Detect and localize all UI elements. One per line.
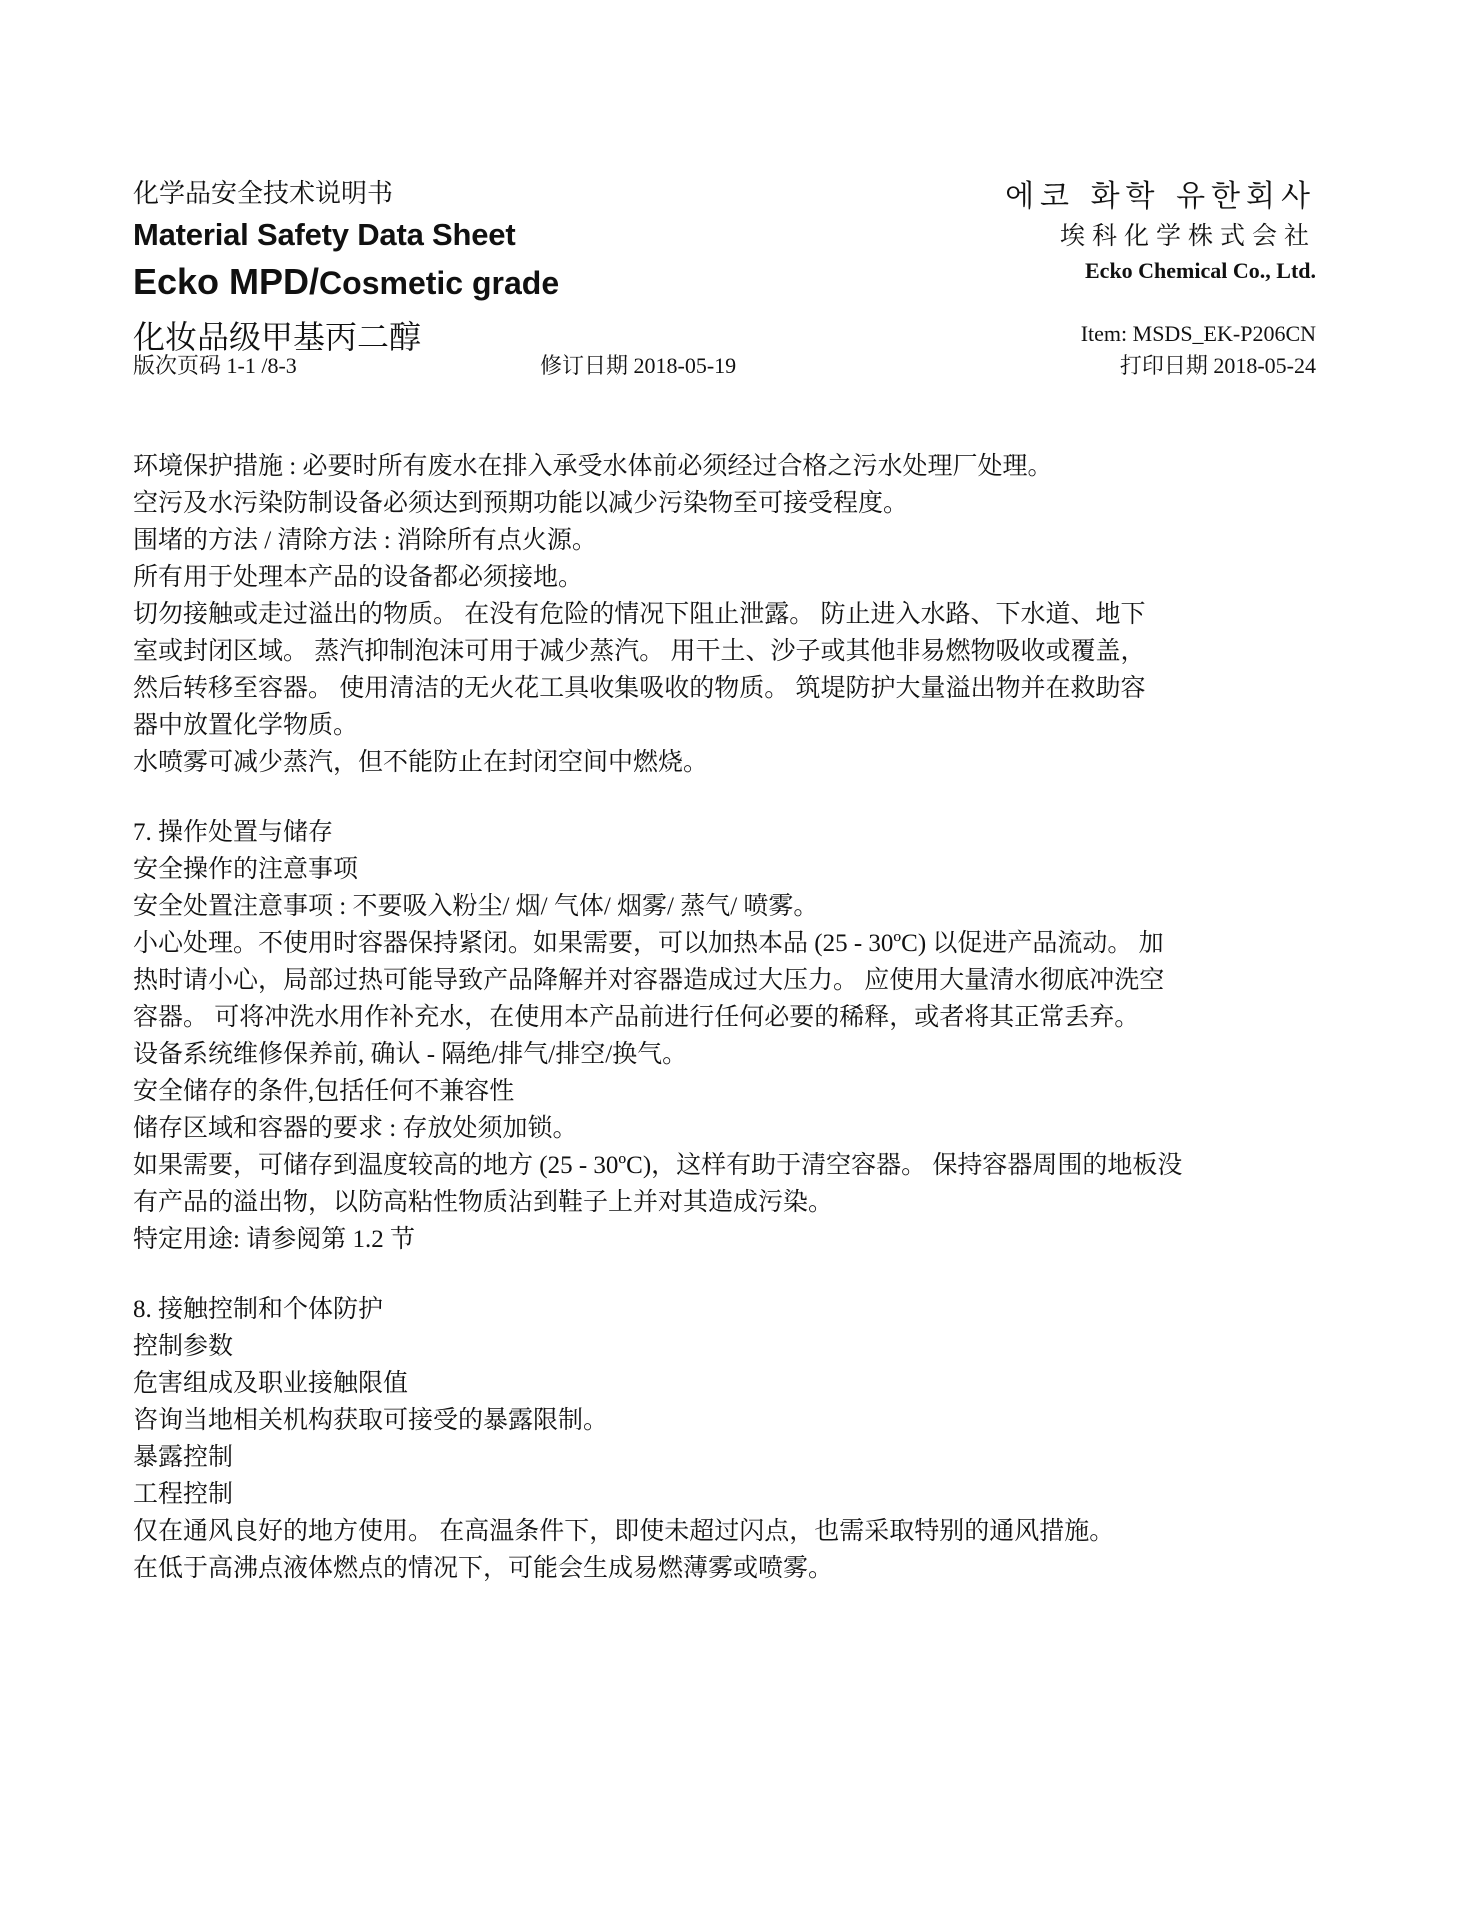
section-heading: 8. 接触控制和个体防护 [133, 1296, 384, 1323]
company-name-english: Ecko Chemical Co., Ltd. [1085, 258, 1316, 283]
body-line: 设备系统维修保养前, 确认 - 隔绝/排气/排空/换气。 [133, 1041, 688, 1068]
document-body [133, 448, 1353, 1587]
section-7 [133, 814, 1353, 1258]
body-line: 热时请小心，局部过热可能导致产品降解并对容器造成过大压力。 应使用大量清水彻底冲洗空 [133, 967, 1165, 994]
revision-date: 修订日期 2018-05-19 [540, 353, 737, 378]
body-line: 安全储存的条件,包括任何不兼容性 [133, 1078, 515, 1105]
body-line: 特定用途: 请参阅第 1.2 节 [133, 1226, 415, 1253]
body-line: 咨询当地相关机构获取可接受的暴露限制。 [133, 1407, 609, 1434]
body-line: 切勿接触或走过溢出的物质。 在没有危险的情况下阻止泄露。 防止进入水路、下水道、地下 [133, 601, 1146, 628]
company-name-japanese: 埃科化学株式会社 [1059, 221, 1316, 250]
section-spacer [133, 1258, 1353, 1291]
cn-product-name: 化妆品级甲基丙二醇 [133, 318, 422, 356]
body-line: 然后转移至容器。 使用清洁的无火花工具收集吸收的物质。 筑堤防护大量溢出物并在救助容 [133, 675, 1146, 702]
section-heading: 7. 操作处置与储存 [133, 819, 334, 846]
body-line: 如果需要，可储存到温度较高的地方 (25 - 30ºC)，这样有助于清空容器。 保持容器周围的地板没 [133, 1152, 1183, 1179]
environment-section [133, 448, 1353, 781]
header-left [133, 176, 893, 360]
product-title [133, 258, 893, 314]
body-line: 环境保护措施 : 必要时所有废水在排入承受水体前必须经过合格之污水处理厂处理。 [133, 453, 1053, 480]
body-line: 控制参数 [133, 1333, 234, 1360]
body-line: 有产品的溢出物，以防高粘性物质沾到鞋子上并对其造成污染。 [133, 1189, 834, 1216]
body-line: 空污及水污染防制设备必须达到预期功能以减少污染物至可接受程度。 [133, 490, 909, 517]
print-date: 打印日期 2018-05-24 [1119, 353, 1316, 378]
body-line: 暴露控制 [133, 1444, 234, 1471]
cn-document-title: 化学品安全技术说明书 [133, 179, 394, 209]
body-line: 仅在通风良好的地方使用。 在高温条件下，即使未超过闪点，也需采取特别的通风措施。 [133, 1518, 1115, 1545]
body-line: 室或封闭区域。 蒸汽抑制泡沫可用于减少蒸汽。 用干土、沙子或其他非易燃物吸收或覆盖， [133, 638, 1146, 665]
section-spacer [133, 781, 1353, 814]
version-page-number: 版次页码 1-1 /8-3 [133, 353, 297, 378]
product-grade: Cosmetic grade [319, 265, 560, 301]
company-name-korean: 에코 화학 유한회사 [1005, 179, 1316, 214]
body-line: 工程控制 [133, 1481, 234, 1508]
en-document-title: Material Safety Data Sheet [133, 217, 516, 252]
body-line: 容器。 可将冲洗水用作补充水，在使用本产品前进行任何必要的稀释，或者将其正常丢弃。 [133, 1004, 1140, 1031]
document-meta-row [133, 350, 1316, 382]
section-8 [133, 1291, 1353, 1587]
body-line: 小心处理。不使用时容器保持紧闭。如果需要，可以加热本品 (25 - 30ºC) 以促进产品流动。 加 [133, 930, 1164, 957]
body-line: 在低于高沸点液体燃点的情况下，可能会生成易燃薄雾或喷雾。 [133, 1555, 834, 1582]
body-line: 所有用于处理本产品的设备都必须接地。 [133, 564, 584, 591]
body-line: 器中放置化学物质。 [133, 712, 359, 739]
company-block [896, 176, 1316, 288]
body-line: 安全处置注意事项 : 不要吸入粉尘/ 烟/ 气体/ 烟雾/ 蒸气/ 喷雾。 [133, 893, 819, 920]
body-line: 围堵的方法 / 清除方法 : 消除所有点火源。 [133, 527, 597, 554]
body-line: 危害组成及职业接触限值 [133, 1370, 409, 1397]
body-line: 储存区域和容器的要求 : 存放处须加锁。 [133, 1115, 578, 1142]
item-code: Item: MSDS_EK-P206CN [1080, 321, 1316, 346]
product-brand: Ecko MPD/ [133, 261, 320, 302]
body-line: 水喷雾可减少蒸汽，但不能防止在封闭空间中燃烧。 [133, 749, 709, 776]
body-line: 安全操作的注意事项 [133, 856, 359, 883]
